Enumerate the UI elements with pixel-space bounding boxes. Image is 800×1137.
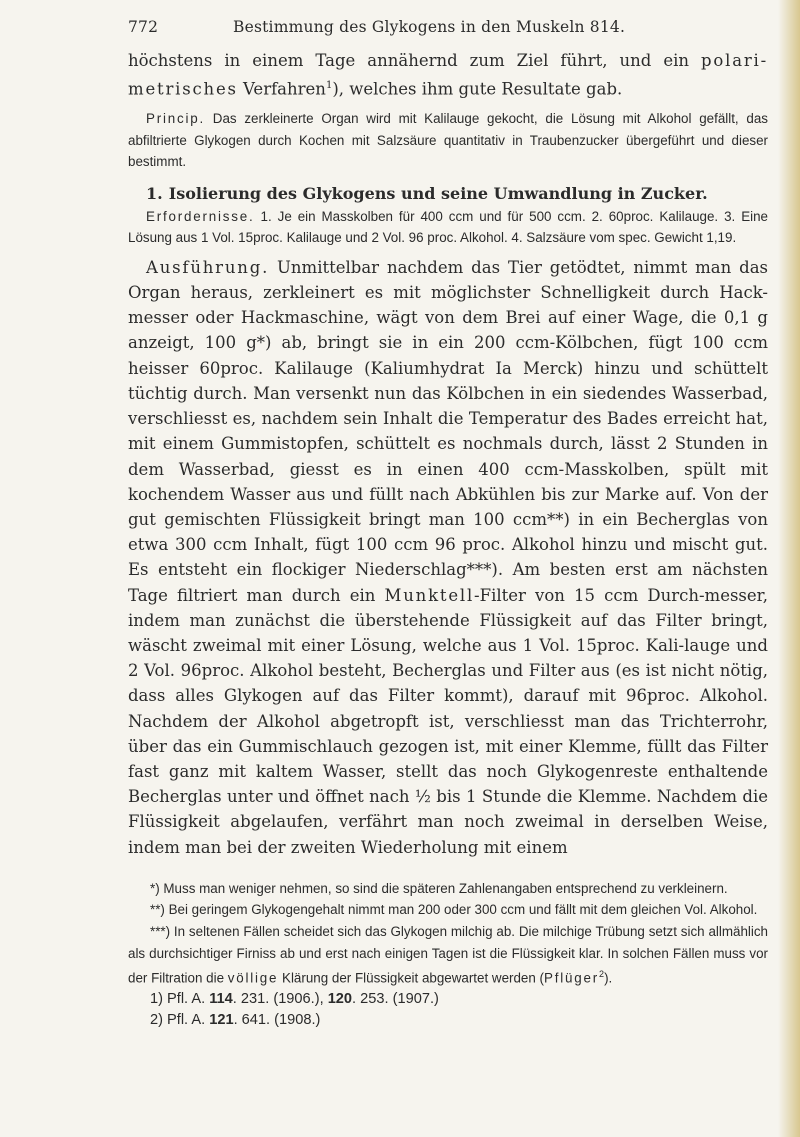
- page-header: [128, 18, 768, 48]
- intro-part-4: ), welches ihm gute Resultate gab.: [332, 79, 623, 99]
- footnote-3-e: ).: [604, 970, 613, 986]
- reference-1-post: . 231. (1906.),: [232, 991, 328, 1008]
- footnote-3-a: ***) In seltenen Fällen scheidet sich das Glykogen milchig ab. Die milchige Trübung setzt sich allmählich als durchsichtiger Firniss ab und erst nach einigen Tagen ist die Flüssigkeit klar. In solchen Fällen muss vor der Filtration die: [128, 923, 768, 986]
- principle-paragraph: [128, 108, 768, 173]
- procedure-paragraph: [128, 255, 768, 860]
- intro-part-1: höchstens in einem Tage annähernd zum Ziel führt, und ein: [128, 51, 702, 70]
- reference-1-pre: 1) Pfl. A.: [150, 991, 210, 1008]
- requirements-label: Erfordernisse.: [146, 208, 255, 224]
- footnotes: [128, 878, 768, 1030]
- reference-2-volume: 121: [209, 1011, 234, 1028]
- filter-brand: Munktell: [384, 585, 475, 605]
- running-title: Bestimmung des Glykogens in den Muskeln 814.: [233, 18, 626, 36]
- reference-2-pre: 2) Pfl. A.: [150, 1011, 210, 1028]
- footnote-3-emphasis: völlige: [227, 970, 279, 986]
- reference-2-post: . 641. (1908.): [233, 1011, 321, 1028]
- page: [128, 18, 768, 1030]
- footnote-3-c: Klärung der Flüssigkeit abgewartet werden (: [278, 970, 545, 986]
- section-heading: [128, 183, 768, 205]
- page-number: 772: [128, 18, 159, 36]
- intro-paragraph: [128, 48, 768, 102]
- procedure-text-a: Unmittelbar nachdem das Tier getödtet, nimmt man das Organ heraus, zerkleinert es mit möglichster Schnelligkeit durch Hack-messer oder Hackmaschine, wägt von dem Brei auf einer Wage, die 0,1 g anzeigt, 100 g*) ab, bringt sie in ein 200 ccm-Kölbchen, fügt 100 ccm heisser 60proc. Kalilauge (Kaliumhydrat Ia Merck) hinzu und schüttelt tüchtig durch. Man versenkt nun das Kölbchen in ein siedendes Wasserbad, verschliesst es, nachdem sein Inhalt die Temperatur des Bades erreicht hat, mit einem Gummistopfen, schüttelt es nochmals durch, lässt 2 Stunden in dem Wasserbad, giesst es in einen 400 ccm-Masskolben, spült mit kochendem Wasser aus und füllt nach Abkühlen bis zur Marke auf. Von der gut gemischten Flüssigkeit bringt man 100 ccm**) in ein Becherglas von etwa 300 ccm Inhalt, fügt 100 ccm 96 proc. Alkohol hinzu und mischt gut. Es entsteht ein flockiger Niederschlag***). Am besten erst am nächsten Tage filtriert man durch ein: [128, 257, 768, 605]
- intro-part-3: Verfahren: [237, 79, 326, 99]
- reference-1-volume: 114: [209, 991, 233, 1008]
- footnote-3-author: Pflüger: [544, 970, 600, 986]
- procedure-label: Ausführung.: [146, 257, 270, 277]
- footnote-1: *) Muss man weniger nehmen, so sind die späteren Zahlenangaben entsprechend zu verkleinern.: [150, 880, 728, 896]
- principle-label: Princip.: [146, 110, 206, 126]
- footnote-3-mark: 2: [599, 969, 605, 980]
- page-edge-shadow: [778, 0, 800, 1137]
- reference-1: [128, 989, 768, 1010]
- footnote-3: [128, 921, 768, 989]
- section-title: Isolierung des Glykogens und seine Umwandlung in Zucker.: [168, 183, 708, 203]
- reference-2: [128, 1010, 768, 1031]
- procedure-text-b: -Filter von 15 ccm Durch-messer, indem man zunächst die überstehende Flüssigkeit auf das Filter bringt, wäscht zweimal mit einer Lösung, welche aus 1 Vol. 15proc. Kali-lauge und 2 Vol. 96proc. Alkohol besteht, Becherglas und Filter aus (es ist nicht nötig, dass alles Glykogen auf das Filter kommt), darauf mit 96proc. Alkohol. Nachdem der Alkohol abgetropft ist, verschliesst man das Trichterrohr, über das ein Gummischlauch gezogen ist, mit einer Klemme, füllt das Filter fast ganz mit kaltem Wasser, stellt das noch Glykogenreste enthaltende Becherglas unter und öffnet nach ½ bis 1 Stunde die Klemme. Nachdem die Flüssigkeit abgelaufen, verfährt man noch zweimal in derselben Weise, indem man bei der zweiten Wiederholung mit einem: [128, 585, 768, 857]
- footnote-2: **) Bei geringem Glykogengehalt nimmt man 200 oder 300 ccm und fällt mit dem gleichen Vol. Alkohol.: [150, 902, 758, 918]
- reference-1-volume-2: 120: [327, 991, 353, 1008]
- principle-text: Das zerkleinerte Organ wird mit Kalilauge gekocht, die Lösung mit Alkohol gefällt, das abfiltrierte Glykogen durch Kochen mit Salzsäure quantitativ in Traubenzucker übergeführt und dieser bestimmt.: [128, 110, 768, 170]
- reference-1-post-2: . 253. (1907.): [352, 991, 439, 1008]
- requirements-paragraph: [128, 206, 768, 249]
- requirements-text: 1. Je ein Masskolben für 400 ccm und für 500 ccm. 2. 60proc. Kalilauge. 3. Eine Lösung aus 1 Vol. 15proc. Kalilauge und 2 Vol. 96 proc. Alkohol. 4. Salzsäure vom spec. Gewicht 1,19.: [128, 208, 768, 246]
- intro-footnote-mark: 1: [325, 80, 333, 92]
- intro-emphasis: polari-metrisches: [128, 51, 768, 99]
- section-number: 1.: [146, 183, 163, 203]
